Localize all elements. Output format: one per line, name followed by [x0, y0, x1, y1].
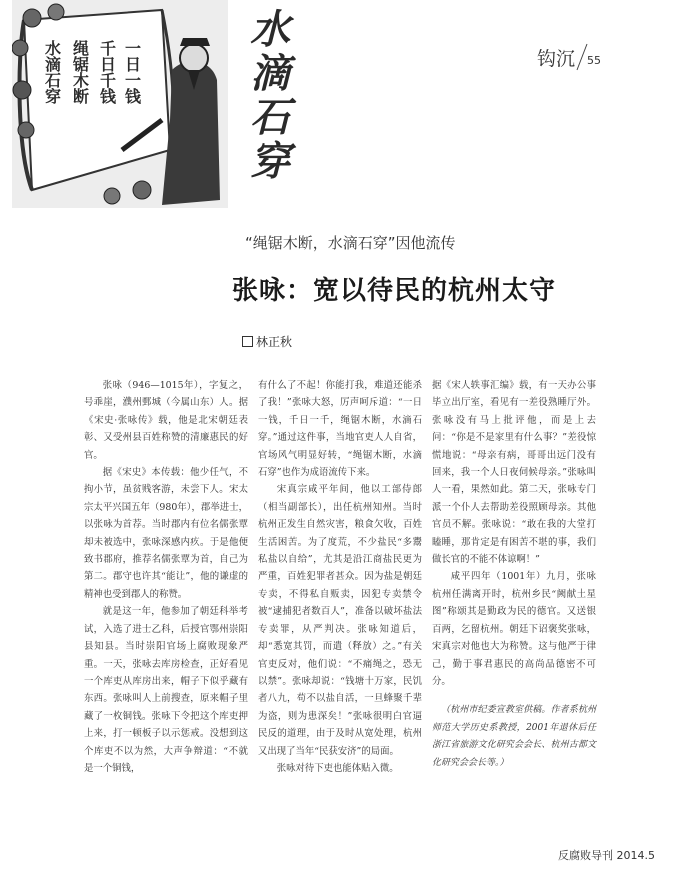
page-footer [558, 847, 655, 863]
paragraph: 有什么了不起！你能打我，难道还能杀了我！”张咏大怒，厉声呵斥道：“一日一钱，千日一千，绳锯木断，水滴石穿。”通过这件事，当地官吏人人自省，官场风气明显好转，“绳锯木断，水滴石穿”也作为成语流传下来。 [258, 380, 422, 479]
vertical-banner [235, 8, 305, 184]
woodcut-illustration [12, 0, 228, 208]
paragraph: 据《宋史》本传载：他少任气，不拘小节，虽贫贱客游，未尝下人。宋太宗太平兴国五年（980年），郡举进士，以张咏为首荐。当时郡内有位名儒张覃却未被选中，张咏深感内疚。于是他便致书郡府，推荐名儒张覃为首，自己为第二。郡守也许其“能让”，他的谦虚的精神也受到郡人的称赞。 [84, 467, 248, 600]
section-name: 钩沉 [537, 48, 576, 70]
section-header [537, 42, 677, 82]
article-title: 张咏：宽以待民的杭州太守 [232, 276, 557, 306]
byline [242, 333, 292, 350]
paragraph: 据《宋人轶事汇编》载，有一天办公事毕立出厅室，看见有一差役熟睡厅外。张咏没有马上批评他，而是上去问：“你是不是家里有什么事？”差役惊慌地说：“母亲有病，哥哥出远门没有回来，我一个人日夜伺候母亲。”张咏叫人一看，果然如此。第二天，张咏专门派一个仆人去帮助差役照顾母亲。其他官员不解。张咏说：“敢在我的大堂打瞌睡，那肯定是有困苦不堪的事，我们做长官的不能不体谅啊！” [432, 380, 596, 566]
byline-box-icon [242, 336, 253, 347]
author-bio: （杭州市纪委宣教室供稿。作者系杭州师范大学历史系教授，2001年退休后任浙江省旅游文化研究会会长、杭州古都文化研究会会长等。） [432, 705, 596, 768]
illustration [12, 0, 228, 208]
banner-char: 石 [250, 95, 290, 141]
scroll-line-2: 千日千钱 [97, 40, 117, 104]
body-column-2 [258, 377, 422, 777]
banner-char: 水 [250, 7, 290, 53]
issue-number: 2014.5 [616, 849, 655, 862]
banner-char: 滴 [250, 51, 290, 97]
paragraph: 咸平四年（1001年）九月，张咏杭州任满离开时，杭州乡民“阙献土星图”称颂其是勤政为民的德官。又送银百两，乞留杭州。朝廷下诏褒奖张咏，宋真宗对他也大为称赞。这与他严于律己，勤于事君惠民的高尚品德密不可分。 [432, 571, 596, 687]
paragraph: 张咏（946—1015年），字复之，号乖崖，濮州鄄城（今属山东）人。据《宋史·张咏传》载，他是北宋朝廷表彰、又受州县百姓称赞的清廉惠民的好官。 [84, 380, 248, 461]
scroll-line-3: 绳锯木断 [70, 40, 90, 104]
banner-char: 穿 [250, 139, 290, 185]
scroll-line-4: 水滴石穿 [42, 40, 62, 104]
paragraph: 张咏对待下吏也能体贴入微。 [276, 762, 399, 774]
body-column-3 [432, 377, 596, 772]
magazine-name: 反腐败导刊 [558, 849, 613, 862]
author-name: 林正秋 [256, 335, 293, 349]
article-subtitle: “绳锯木断，水滴石穿”因他流传 [245, 234, 456, 252]
body-column-1 [84, 377, 248, 777]
scroll-line-1: 一日一钱 [122, 40, 142, 104]
page-number: 55 [587, 54, 601, 67]
paragraph: 就是这一年，他参加了朝廷科举考试，入选了进士乙科，后授官鄂州崇阳县知县。当时崇阳官场上腐败现象严重。一天，张咏去库房检查，正好看见一个库吏从库房出来，帽子下似乎藏有东西。张咏叫人上前搜查，原来帽子里藏了一枚铜钱。张咏下令把这个库吏押上来，打一顿板子以示惩戒。没想到这个库吏不以为然，大声争辩道：“不就是一个铜钱， [84, 606, 248, 774]
paragraph: 宋真宗咸平年间，他以工部侍郎（相当副部长），出任杭州知州。当时杭州正发生自然灾害，粮食欠收，百姓生活困苦。为了度荒，不少盐民“多鬻私盐以自给”，尤其是沿江商盐民更为严重，百姓犯罪者甚众。因为盐是朝廷专卖，不得私自贩卖，因犯专卖禁令被“逮捕犯者数百人”，准备以破坏盐法专卖罪，从严判决。张咏知道后，却“悉宽其罚，而遣（释放）之。”有关官吏反对，他们说：“不痛绳之，恐无以禁”。张咏却说：“钱塘十万家，民饥者八九，苟不以盐自活，一旦蜂聚千辈为盗，则为患深矣！”张咏很明白官逼民反的道理，由于及时从宽处理，杭州又出现了当年“民获安济”的局面。 [258, 484, 422, 757]
